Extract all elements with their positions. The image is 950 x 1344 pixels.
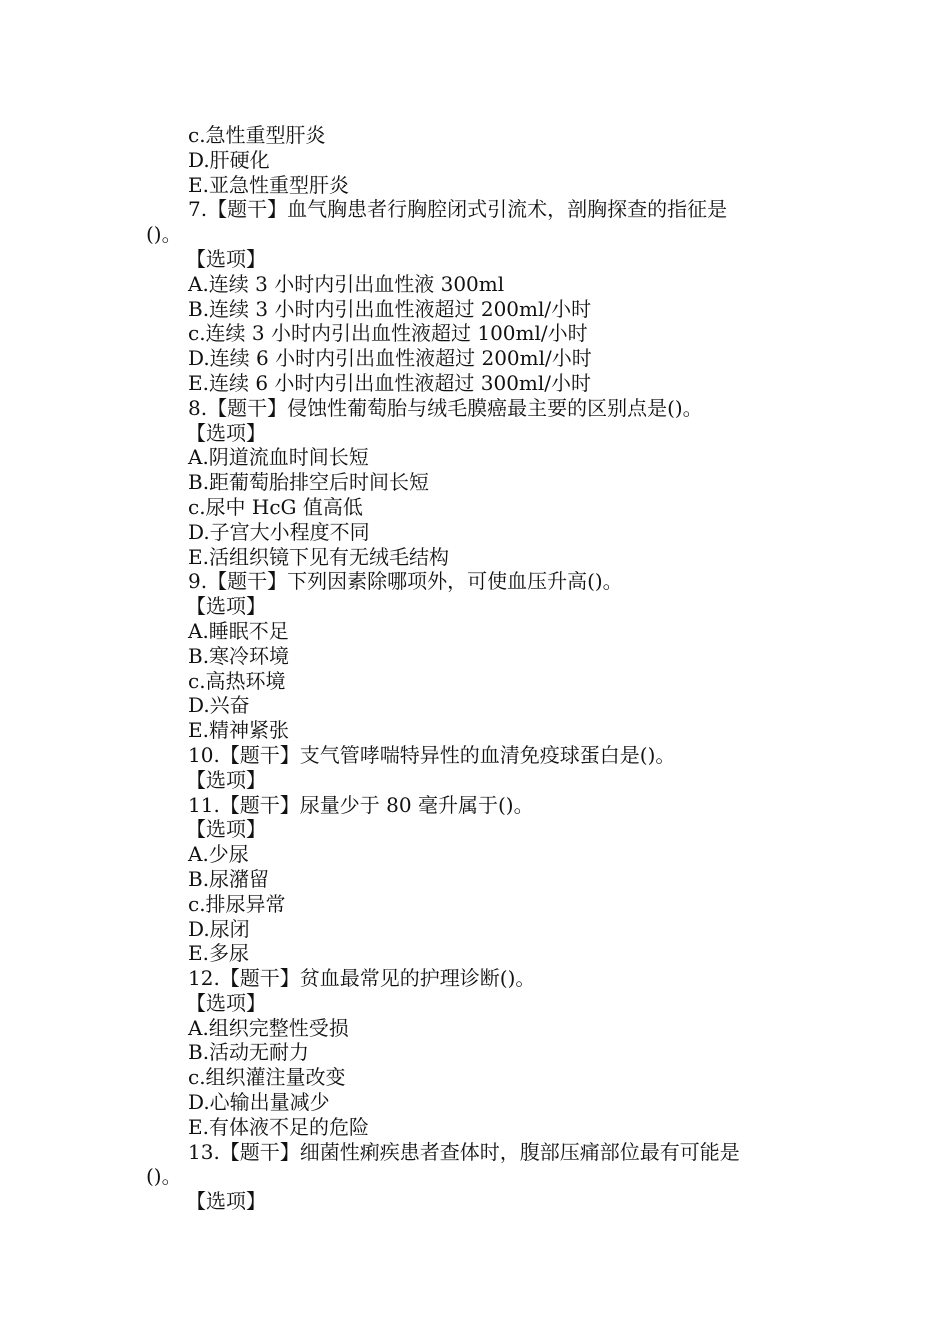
question-stem: 9.【题干】下列因素除哪项外，可使血压升高()。 bbox=[188, 569, 623, 594]
option-line: c.排尿异常 bbox=[188, 891, 286, 916]
question-stem: 10.【题干】支气管哮喘特异性的血清免疫球蛋白是()。 bbox=[188, 742, 676, 767]
question-stem: 13.【题干】细菌性痢疾患者查体时，腹部压痛部位最有可能是 bbox=[188, 1139, 740, 1164]
option-line: E.有体液不足的危险 bbox=[188, 1114, 369, 1139]
option-line: A.睡眠不足 bbox=[188, 618, 289, 643]
option-line: c.尿中 HcG 值高低 bbox=[188, 494, 363, 519]
option-line: B.距葡萄胎排空后时间长短 bbox=[188, 470, 430, 495]
document-body bbox=[146, 123, 826, 1214]
question-stem-continuation: ()。 bbox=[146, 1164, 182, 1189]
options-header: 【选项】 bbox=[186, 1189, 266, 1214]
option-line: E.多尿 bbox=[188, 941, 249, 966]
option-line: D.兴奋 bbox=[188, 693, 250, 718]
question-stem: 8.【题干】侵蚀性葡萄胎与绒毛膜癌最主要的区别点是()。 bbox=[188, 395, 703, 420]
option-line: E.连续 6 小时内引出血性液超过 300ml/小时 bbox=[188, 370, 592, 395]
option-line: E.精神紧张 bbox=[188, 718, 289, 743]
option-line: c.组织灌注量改变 bbox=[188, 1065, 346, 1090]
option-line: D.心输出量减少 bbox=[188, 1090, 330, 1115]
option-line: D.子宫大小程度不同 bbox=[188, 519, 370, 544]
question-stem: 12.【题干】贫血最常见的护理诊断()。 bbox=[188, 966, 536, 991]
option-line: B.尿潴留 bbox=[188, 866, 270, 891]
question-stem: 7.【题干】血气胸患者行胸腔闭式引流术，剖胸探查的指征是 bbox=[188, 197, 728, 222]
options-header: 【选项】 bbox=[186, 767, 266, 792]
option-line: E.活组织镜下见有无绒毛结构 bbox=[188, 544, 449, 569]
option-line: c.连续 3 小时内引出血性液超过 100ml/小时 bbox=[188, 321, 588, 346]
option-line: B.寒冷环境 bbox=[188, 643, 290, 668]
options-header: 【选项】 bbox=[186, 246, 266, 271]
option-line: A.阴道流血时间长短 bbox=[188, 445, 369, 470]
options-header: 【选项】 bbox=[186, 420, 266, 445]
option-line: A.连续 3 小时内引出血性液 300ml bbox=[188, 271, 505, 296]
option-line: E.亚急性重型肝炎 bbox=[188, 172, 349, 197]
options-header: 【选项】 bbox=[186, 990, 266, 1015]
option-line: D.尿闭 bbox=[188, 916, 250, 941]
option-line: c.高热环境 bbox=[188, 668, 286, 693]
option-line: D.连续 6 小时内引出血性液超过 200ml/小时 bbox=[188, 346, 592, 371]
option-line: B.连续 3 小时内引出血性液超过 200ml/小时 bbox=[188, 296, 592, 321]
question-stem-continuation: ()。 bbox=[146, 222, 182, 247]
option-line: c.急性重型肝炎 bbox=[188, 123, 326, 147]
option-line: B.活动无耐力 bbox=[188, 1040, 310, 1065]
option-line: A.少尿 bbox=[188, 842, 249, 867]
options-header: 【选项】 bbox=[186, 594, 266, 619]
option-line: D.肝硬化 bbox=[188, 147, 270, 172]
option-line: A.组织完整性受损 bbox=[188, 1015, 349, 1040]
options-header: 【选项】 bbox=[186, 817, 266, 842]
question-stem: 11.【题干】尿量少于 80 毫升属于()。 bbox=[188, 792, 534, 817]
